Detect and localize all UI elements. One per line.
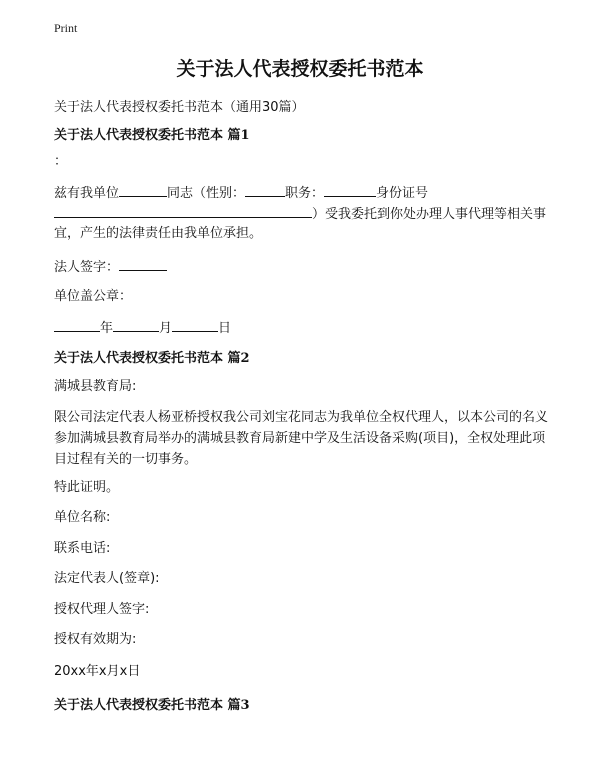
signature-line bbox=[54, 256, 167, 278]
liability-line: 宜，产生的法律责任由我单位承担。 bbox=[54, 226, 263, 241]
date-month-label: 月 bbox=[159, 321, 173, 336]
blank-gender bbox=[245, 182, 285, 197]
intro-text-3: 职务： bbox=[285, 186, 325, 201]
section-heading-3: 关于法人代表授权委托书范本 篇3 bbox=[54, 698, 250, 713]
blank-id-number bbox=[54, 203, 312, 218]
page-subtitle: 关于法人代表授权委托书范本（通用30篇） bbox=[54, 100, 305, 115]
certify-line: 特此证明。 bbox=[54, 480, 120, 495]
print-label[interactable]: Print bbox=[54, 21, 78, 35]
date-line bbox=[54, 317, 231, 339]
blank-year bbox=[54, 317, 100, 332]
blank-signature bbox=[119, 256, 167, 271]
seal-line: 单位盖公章： bbox=[54, 289, 133, 304]
date-day-label: 日 bbox=[218, 321, 232, 336]
blank-day bbox=[172, 317, 218, 332]
blank-month bbox=[113, 317, 159, 332]
section-heading-2: 关于法人代表授权委托书范本 篇2 bbox=[54, 351, 250, 366]
section-heading-1: 关于法人代表授权委托书范本 篇1 bbox=[54, 128, 250, 143]
agent-sign-line: 授权代理人签字: bbox=[54, 602, 150, 617]
intro-text-1: 兹有我单位 bbox=[54, 186, 120, 201]
authorization-paragraph: 限公司法定代表人杨亚桥授权我公司刘宝花同志为我单位全权代理人，以本公司的名义参加满城县教育局举办的满城县教育局新建中学及生活设备采购(项目)，全权处理此项目过程有关的一切事务。 bbox=[54, 410, 549, 467]
colon-line: ： bbox=[54, 154, 68, 169]
unit-intro-line bbox=[54, 182, 428, 204]
id-line bbox=[54, 203, 546, 225]
section2-date-line: 20xx年x月x日 bbox=[54, 664, 141, 679]
date-year-label: 年 bbox=[100, 321, 114, 336]
intro-text-4: 身份证号 bbox=[376, 186, 429, 201]
phone-line: 联系电话: bbox=[54, 541, 111, 556]
blank-position bbox=[324, 182, 376, 197]
recipient-line: 满城县教育局: bbox=[54, 379, 137, 394]
validity-line: 授权有效期为: bbox=[54, 632, 137, 647]
intro-text-2: 同志（性别： bbox=[167, 186, 246, 201]
legal-rep-line: 法定代表人(签章): bbox=[54, 571, 160, 586]
signature-label: 法人签字： bbox=[54, 260, 120, 275]
page-title: 关于法人代表授权委托书范本 bbox=[176, 58, 424, 80]
id-line-text: ）受我委托到你处办理人事代理等相关事 bbox=[312, 207, 547, 222]
unit-name-line: 单位名称: bbox=[54, 510, 111, 525]
blank-name bbox=[119, 182, 167, 197]
